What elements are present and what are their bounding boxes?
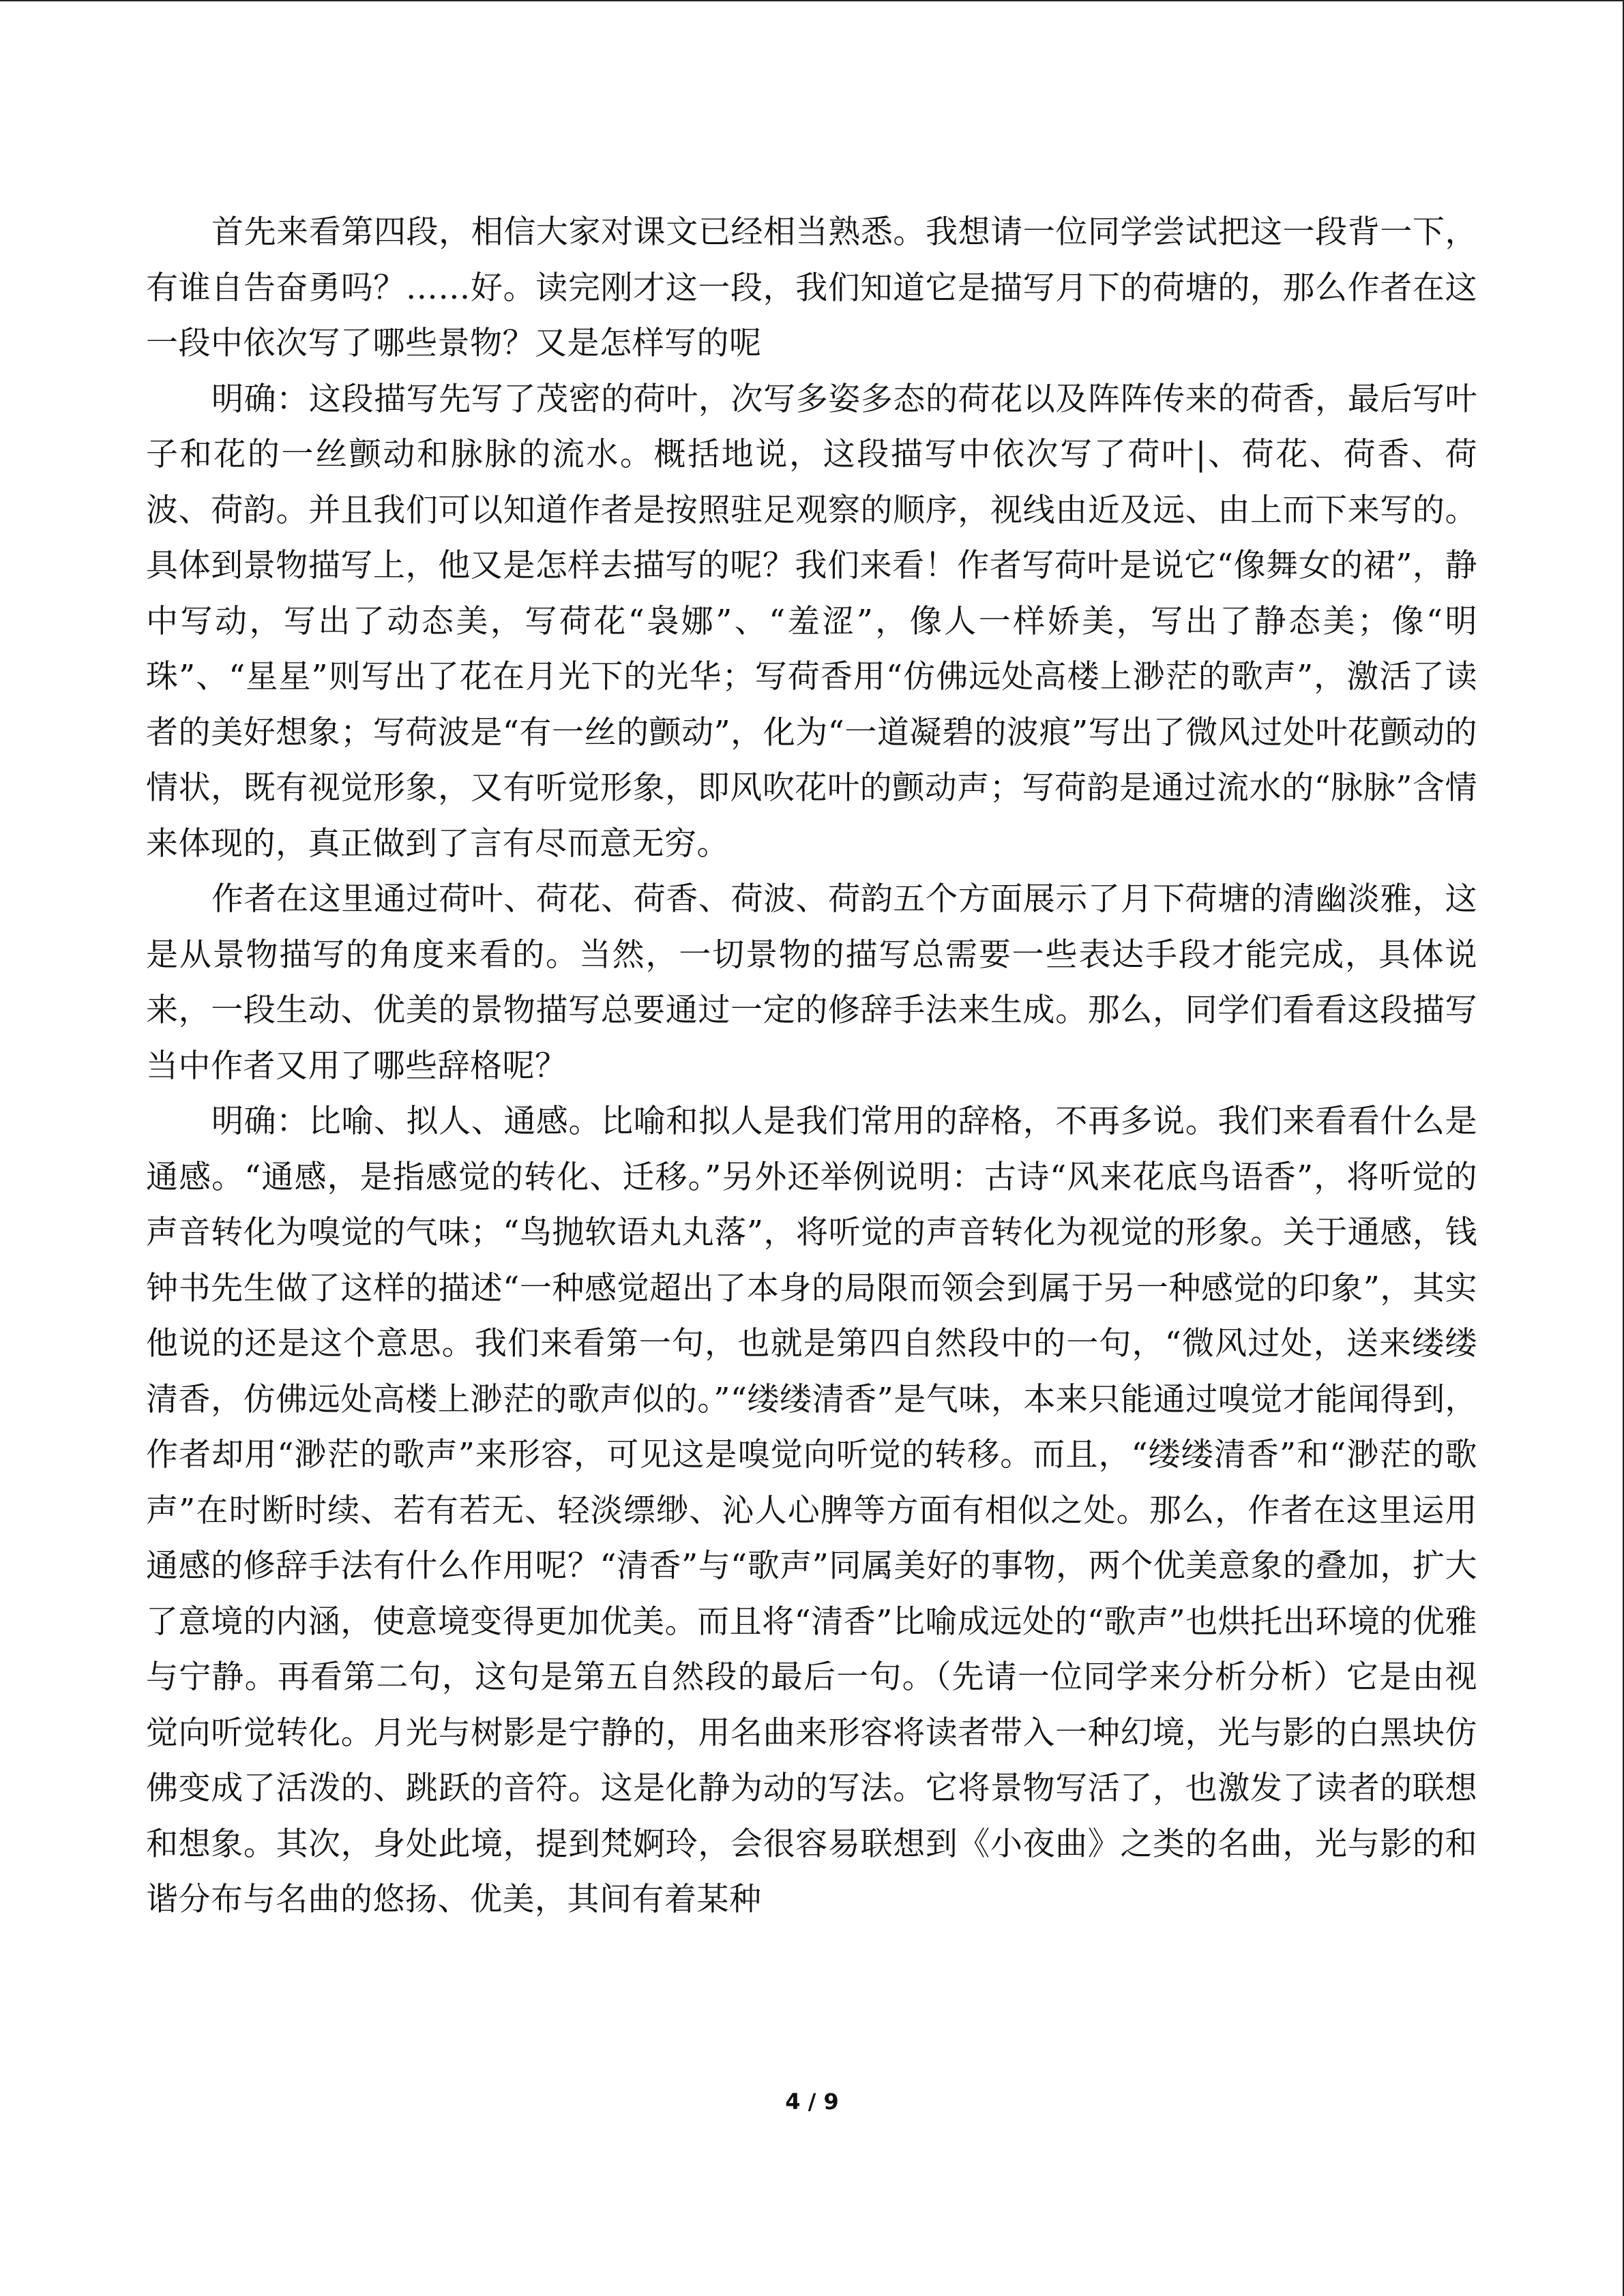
paragraph-1: 首先来看第四段，相信大家对课文已经相当熟悉。我想请一位同学尝试把这一段背一下，有谁自告奋勇吗？……好。读完刚才这一段，我们知道它是描写月下的荷塘的，那么作者在这一段中依次写了哪些景物？又是怎样写的呢 <box>146 213 1477 362</box>
paragraph-4: 明确：比喻、拟人、通感。比喻和拟人是我们常用的辞格，不再多说。我们来看看什么是通感。“通感，是指感觉的转化、迁移。”另外还举例说明：古诗“风来花底鸟语香”，将听觉的声音转化为嗅觉的气味；“鸟抛软语丸丸落”，将听觉的声音转化为视觉的形象。关于通感，钱钟书先生做了这样的描述“一种感觉超出了本身的局限而领会到属于另一种感觉的印象”，其实他说的还是这个意思。我们来看第一句，也就是第四自然段中的一句，“微风过处，送来缕缕清香，仿佛远处高楼上渺茫的歌声似的。”“缕缕清香”是气味，本来只能通过嗅觉才能闻得到，作者却用“渺茫的歌声”来形容，可见这是嗅觉向听觉的转移。而且，“缕缕清香”和“渺茫的歌声”在时断时续、若有若无、轻淡缥缈、沁人心脾等方面有相似之处。那么，作者在这里运用通感的修辞手法有什么作用呢？“清香”与“歌声”同属美好的事物，两个优美意象的叠加，扩大了意境的内涵，使意境变得更加优美。而且将“清香”比喻成远处的“歌声”也烘托出环境的优雅与宁静。再看第二句，这句是第五自然段的最后一句。（先请一位同学来分析分析）它是由视觉向听觉转化。月光与树影是宁静的，用名曲来形容将读者带入一种幻境，光与影的白黑块仿佛变成了活泼的、跳跃的音符。这是化静为动的写法。它将景物写活了，也激发了读者的联想和想象。其次，身处此境，提到梵婀玲，会很容易联想到《小夜曲》之类的名曲，光与影的和谐分布与名曲的悠扬、优美，其间有着某种 <box>146 1103 1477 1918</box>
paragraph-3: 作者在这里通过荷叶、荷花、荷香、荷波、荷韵五个方面展示了月下荷塘的清幽淡雅，这是从景物描写的角度来看的。当然，一切景物的描写总需要一些表达手段才能完成，具体说来，一段生动、优美的景物描写总要通过一定的修辞手法来生成。那么，同学们看看这段描写当中作者又用了哪些辞格呢？ <box>146 880 1477 1085</box>
paragraph-2: 明确：这段描写先写了茂密的荷叶，次写多姿多态的荷花以及阵阵传来的荷香，最后写叶子和花的一丝颤动和脉脉的流水。概括地说，这段描写中依次写了荷叶|、荷花、荷香、荷波、荷韵。并且我们可以知道作者是按照驻足观察的顺序，视线由近及远、由上而下来写的。具体到景物描写上，他又是怎样去描写的呢？我们来看！作者写荷叶是说它“像舞女的裙”，静中写动，写出了动态美，写荷花“袅娜”、“羞涩”，像人一样娇美，写出了静态美；像“明珠”、“星星”则写出了花在月光下的光华；写荷香用“仿佛远处高楼上渺茫的歌声”，激活了读者的美好想象；写荷波是“有一丝的颤动”，化为“一道凝碧的波痕”写出了微风过处叶花颤动的情状，既有视觉形象，又有听觉形象，即风吹花叶的颤动声；写荷韵是通过流水的“脉脉”含情来体现的，真正做到了言有尽而意无穷。 <box>146 380 1477 863</box>
document-body <box>146 205 1477 1928</box>
page-number: 4 / 9 <box>785 2089 839 2115</box>
page-top-border <box>0 0 1624 1</box>
